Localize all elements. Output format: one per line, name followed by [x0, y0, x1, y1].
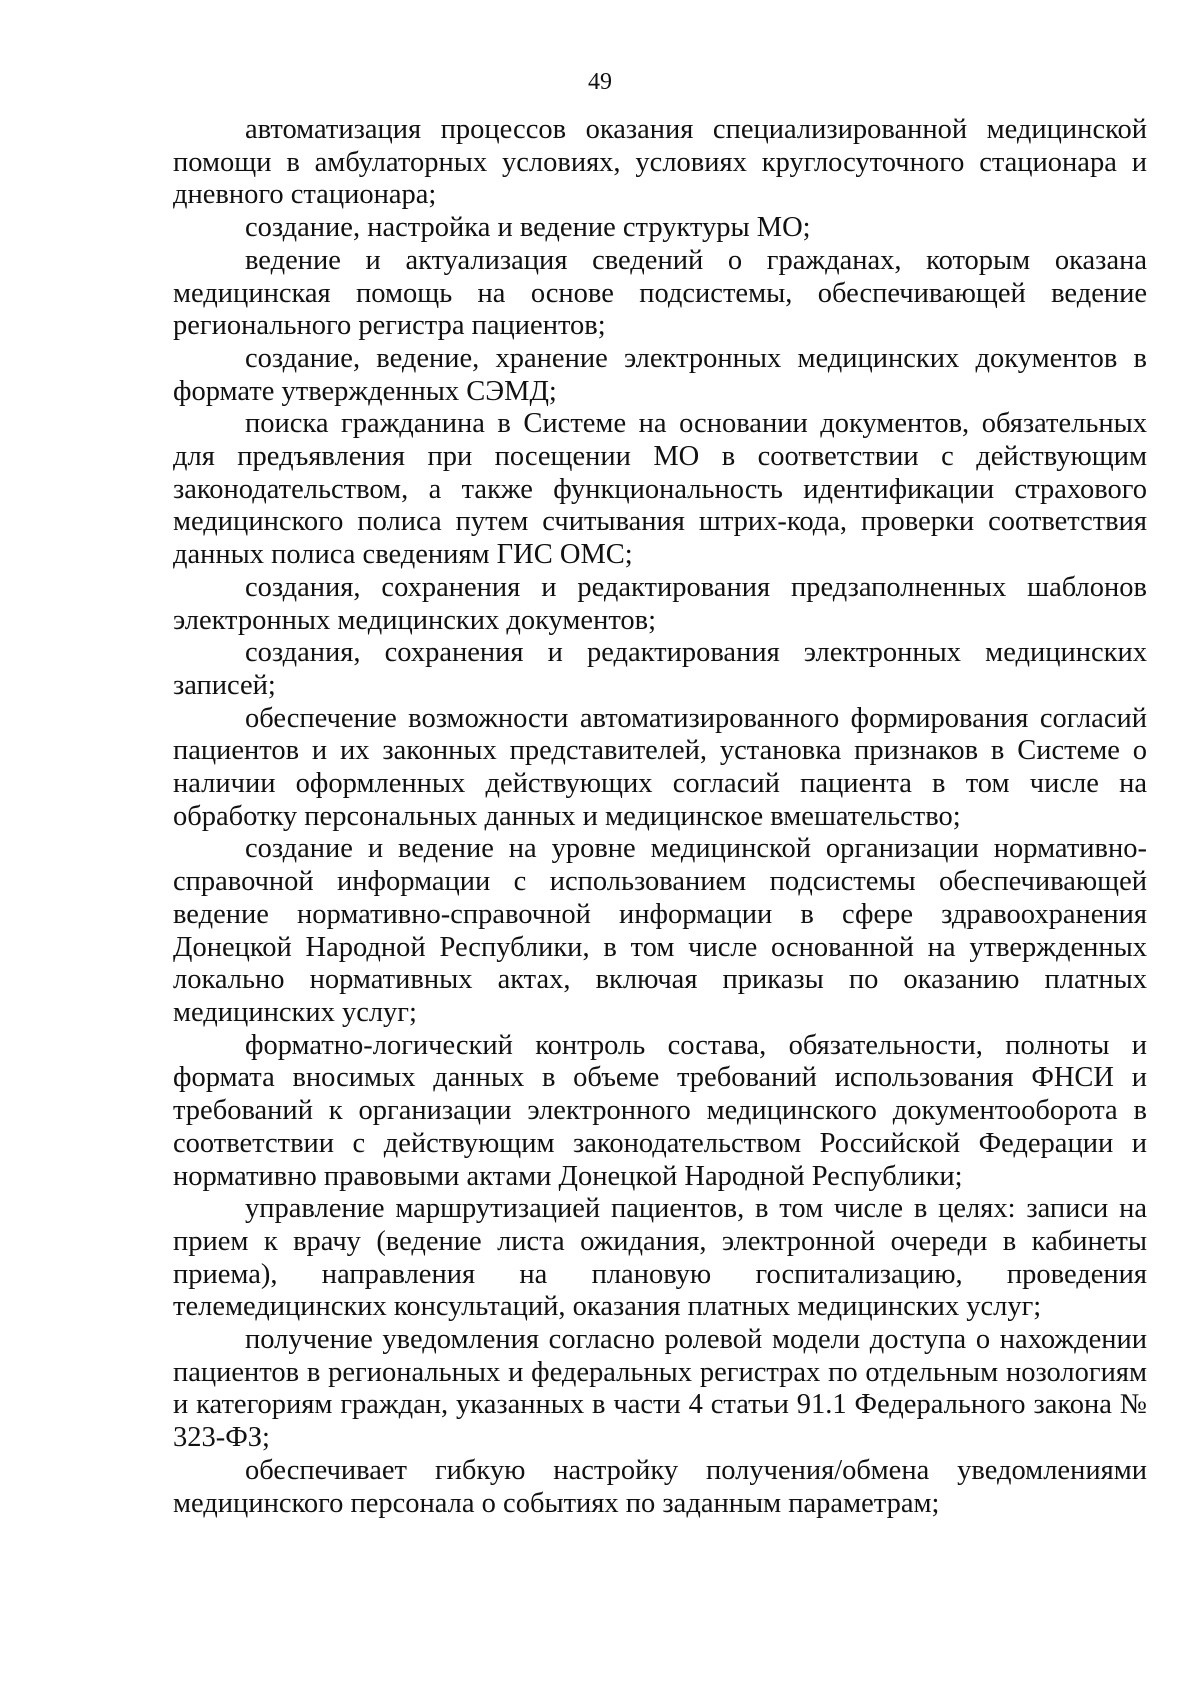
paragraph-patient-registry: ведение и актуализация сведений о гражданах, которым оказана медицинская помощь на основе подсистемы, обеспечивающей ведение регионального регистра пациентов; [173, 244, 1147, 342]
paragraph-electronic-documents: создание, ведение, хранение электронных медицинских документов в формате утвержденных СЭМД; [173, 342, 1147, 407]
paragraph-reference-information: создание и ведение на уровне медицинской организации нормативно-справочной информации с использованием подсистемы обеспечивающей ведение нормативно-справочной информации в сфере здравоохранения Донецкой Народной Республики, в том числе основанной на утвержденных локально нормативных актах, включая приказы по оказанию платных медицинских услуг; [173, 833, 1147, 1028]
paragraph-medical-records: создания, сохранения и редактирования электронных медицинских записей; [173, 637, 1147, 701]
page-number: 49 [588, 69, 612, 95]
paragraph-automation-specialized-care: автоматизация процессов оказания специализированной медицинской помощи в амбулаторных условиях, условиях круглосуточного стационара и дневного стационара; [173, 114, 1147, 211]
paragraph-registry-notifications: получение уведомления согласно ролевой модели доступа о нахождении пациентов в региональных и федеральных регистрах по отдельным нозологиям и категориям граждан, указанных в части 4 статьи 91.1 Федерального закона № 323-ФЗ; [173, 1324, 1147, 1454]
paragraph-staff-notifications: обеспечивает гибкую настройку получения/обмена уведомлениями медицинского персонала о событиях по заданным параметрам; [173, 1454, 1147, 1519]
paragraph-patient-consents: обеспечение возможности автоматизированного формирования согласий пациентов и их законных представителей, установка признаков в Системе о наличии оформленных действующих согласий пациента в том числе на обработку персональных данных и медицинское вмешательство; [173, 702, 1147, 832]
paragraph-mo-structure: создание, настройка и ведение структуры МО; [245, 212, 811, 244]
document-body [173, 114, 1147, 1520]
paragraph-document-templates: создания, сохранения и редактирования предзаполненных шаблонов электронных медицинских документов; [173, 571, 1147, 636]
paragraph-patient-routing: управление маршрутизацией пациентов, в том числе в целях: записи на прием к врачу (ведение листа ожидания, электронной очереди в кабинеты приема), направления на плановую госпитализацию, проведения телемедицинских консультаций, оказания платных медицинских услуг; [173, 1193, 1147, 1323]
paragraph-citizen-search: поиска гражданина в Системе на основании документов, обязательных для предъявления при посещении МО в соответствии с действующим законодательством, а также функциональность идентификации страхового медицинского полиса путем считывания штрих-кода, проверки соответствия данных полиса сведениям ГИС ОМС; [173, 408, 1147, 571]
paragraph-format-logical-control: форматно-логический контроль состава, обязательности, полноты и формата вносимых данных в объеме требований использования ФНСИ и требований к организации электронного медицинского документооборота в соответствии с действующим законодательством Российской Федерации и нормативно правовыми актами Донецкой Народной Республики; [173, 1029, 1147, 1192]
